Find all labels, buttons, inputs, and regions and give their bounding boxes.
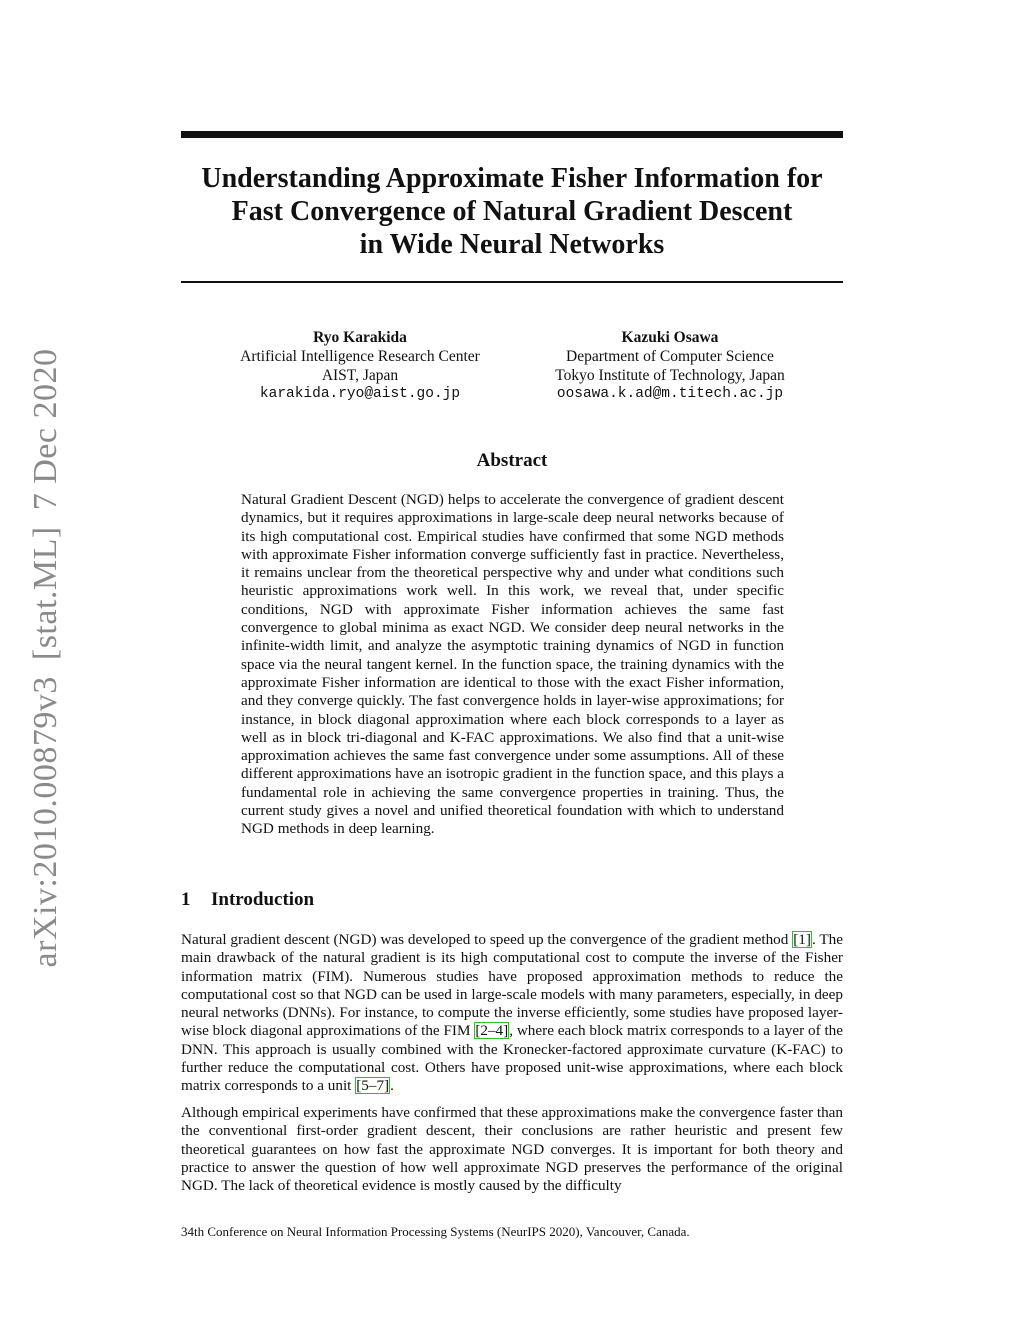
arxiv-identifier-stamp [27, 333, 65, 968]
title-line-2: Fast Convergence of Natural Gradient Descent [231, 196, 793, 227]
title-line-1: Understanding Approximate Fisher Information for [201, 163, 823, 194]
author-block-2 [536, 328, 804, 404]
author-affiliation: Tokyo Institute of Technology, Japan [555, 367, 785, 384]
author-name: Kazuki Osawa [621, 329, 719, 346]
author-block-1 [222, 328, 498, 404]
abstract-heading: Abstract [476, 450, 548, 471]
paragraph-text: . [390, 1077, 394, 1095]
title-top-rule [181, 131, 843, 138]
arxiv-date: 7 Dec 2020 [27, 348, 64, 511]
paper-title [181, 162, 843, 261]
title-line-3: in Wide Neural Networks [359, 229, 665, 260]
paragraph-text: Natural gradient descent (NGD) was developed to speed up the convergence of the gradient method [181, 931, 793, 948]
arxiv-category: [stat.ML] [27, 526, 64, 661]
conference-footnote: 34th Conference on Neural Information Processing Systems (NeurIPS 2020), Vancouver, Canada. [181, 1224, 690, 1239]
author-name: Ryo Karakida [313, 329, 407, 346]
section-number: 1 [181, 889, 191, 910]
paragraph-text: , where each block matrix corresponds to a layer of the DNN. This approach is usually combined with the Kronecker-factored approximate curvature (K-FAC) to further reduce the computational cost. Others have proposed unit-wise approximations, where each block matrix corresponds to a unit [181, 1022, 843, 1095]
paragraph-text: . The main drawback of the natural gradient is its high computational cost to compute the inverse of the Fisher information matrix (FIM). Numerous studies have proposed approximation methods to reduce the computational cost so that NGD can be used in large-scale models with many parameters, especially, in deep neural networks (DNNs). For instance, to compute the inverse efficiently, some studies have proposed layer-wise block diagonal approximations of the FIM [181, 931, 843, 1040]
section-heading-introduction [181, 889, 314, 911]
abstract-text: Natural Gradient Descent (NGD) helps to accelerate the convergence of gradient descent dynamics, but it requires approximations in large-scale deep neural networks because of its high computational cost. Empirical studies have confirmed that some NGD methods with approximate Fisher information converge sufficiently fast in practice. Nevertheless, it remains unclear from the theoretical perspective why and under what conditions such heuristic approximations work well. In this work, we reveal that, under specific conditions, NGD with approximate Fisher information achieves the same fast convergence to global minima as exact NGD. We consider deep neural networks in the infinite-width limit, and analyze the asymptotic training dynamics of NGD in function space via the neural tangent kernel. In the function space, the training dynamics with the approximate Fisher information are identical to those with the exact Fisher information, and they converge quickly. The fast convergence holds in layer-wise approximations; for instance, in block diagonal approximation where each block corresponds to a layer as well as in block tri-diagonal and K-FAC approximations. We also find that a unit-wise approximation achieves the same fast convergence under some assumptions. All of these different approximations have an isotropic gradient in the function space, and this plays a fundamental role in achieving the same convergence properties in training. Thus, the current study gives a novel and unified theoretical foundation with which to understand NGD methods in deep learning. [241, 491, 784, 838]
citation-link[interactable]: [5–7] [356, 1077, 390, 1095]
intro-paragraph-1 [181, 931, 843, 1096]
author-email: oosawa.k.ad@m.titech.ac.jp [556, 386, 784, 402]
author-email: karakida.ryo@aist.go.jp [259, 386, 461, 402]
author-affiliation: Artificial Intelligence Research Center [240, 348, 480, 365]
section-title: Introduction [211, 889, 315, 910]
author-affiliation: Department of Computer Science [566, 348, 774, 365]
citation-link[interactable]: [1] [793, 931, 811, 948]
citation-link[interactable]: [2–4] [475, 1022, 509, 1040]
title-bottom-rule [181, 281, 843, 283]
intro-paragraph-2: Although empirical experiments have confirmed that these approximations make the convergence faster than the conventional first-order gradient descent, their conclusions are rather heuristic and present few theoretical guarantees on how fast the approximate NGD converges. It is important for both theory and practice to answer the question of how well approximate NGD preserves the performance of the original NGD. The lack of theoretical evidence is mostly caused by the difficulty [181, 1104, 843, 1195]
author-affiliation: AIST, Japan [321, 367, 399, 384]
arxiv-id: arXiv:2010.00879v3 [27, 676, 64, 968]
